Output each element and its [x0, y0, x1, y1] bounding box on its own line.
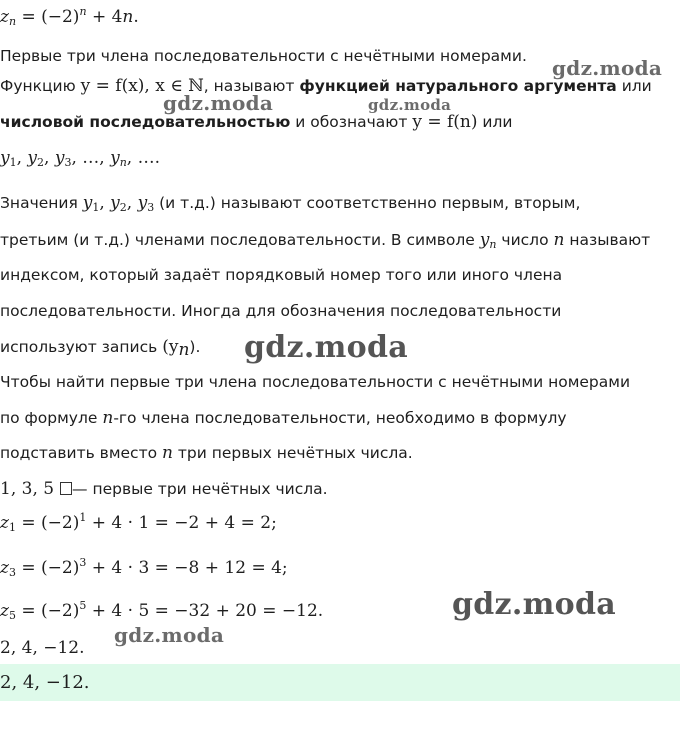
sep: , — [44, 148, 55, 168]
answer-box — [0, 664, 680, 701]
paragraph-record — [0, 336, 200, 358]
sep: , — [99, 193, 111, 213]
sub: 1 — [9, 156, 17, 169]
math-inline: y = f(n) — [412, 112, 478, 132]
text: — первые три нечётных числа. — [72, 480, 328, 498]
text: используют запись — [0, 338, 163, 356]
text: число — [496, 231, 554, 249]
sub-n: n — [119, 156, 127, 169]
bold-term: функцией натурального аргумента — [299, 77, 617, 95]
text: и обозначают — [290, 113, 413, 131]
sub: 3 — [147, 201, 155, 214]
sub-n: n — [489, 238, 497, 251]
var-y: y — [0, 148, 10, 168]
watermark: gdz.moda — [368, 96, 452, 114]
sub: 3 — [8, 566, 16, 579]
math-inline: (y — [162, 337, 179, 357]
text: по формуле — [0, 409, 103, 427]
formula-line — [0, 6, 139, 28]
text: + 4 · 5 = −32 + 20 = −12. — [86, 601, 324, 621]
var-n: n — [102, 408, 114, 428]
text: подставить вместо — [0, 444, 163, 462]
formula-tail: + 4 — [86, 7, 123, 27]
sub-n: n — [178, 340, 190, 360]
paragraph-method-3 — [0, 442, 413, 464]
paragraph-notation: последовательности. Иногда для обозначения последовательности — [0, 302, 562, 320]
text: Функцию — [0, 77, 81, 95]
var-z: z — [0, 601, 9, 621]
var-z: z — [0, 558, 9, 578]
watermark: gdz.moda — [552, 56, 663, 80]
var-y: y — [54, 148, 65, 168]
var-z: z — [0, 513, 9, 533]
text: или — [616, 77, 652, 95]
sub: 2 — [119, 201, 127, 214]
sep: , — [16, 148, 28, 168]
odd-numbers-line — [0, 478, 328, 500]
math-inline: 1, 3, 5 — [0, 479, 55, 499]
var-y: y — [137, 193, 148, 213]
watermark: gdz.moda — [163, 91, 274, 115]
text: Значения — [0, 194, 83, 212]
paragraph-members — [0, 229, 650, 251]
result-line: 2, 4, −12. — [0, 638, 85, 658]
equation-z1 — [0, 512, 277, 534]
sub: 1 — [8, 521, 16, 534]
sup-n: n — [79, 5, 87, 18]
paragraph-index: индексом, который задаёт порядковый номер того или иного члена — [0, 266, 563, 284]
equation-z3 — [0, 557, 288, 579]
paragraph-heading: Первые три члена последовательности с нечётными номерами. — [0, 47, 527, 65]
sep: , — [126, 193, 138, 213]
math-inline: y = f(x), x ∈ ℕ — [80, 76, 204, 96]
power: 5 — [79, 599, 87, 612]
text: ). — [189, 338, 201, 356]
power: 3 — [79, 556, 87, 569]
text: называют — [564, 231, 651, 249]
missing-glyph-icon — [60, 482, 72, 495]
watermark: gdz.moda — [244, 330, 409, 365]
end: , …. — [126, 148, 160, 168]
sep: , — [99, 148, 111, 168]
equation-z5 — [0, 600, 323, 622]
text: (и т.д.) называют соответственно первым, вторым, — [154, 194, 581, 212]
sub: 1 — [92, 201, 100, 214]
paragraph-method-2 — [0, 407, 567, 429]
sep: , — [71, 148, 83, 168]
answer-text: 2, 4, −12. — [0, 672, 90, 693]
var-y: y — [110, 148, 120, 168]
text: + 4 · 1 = −2 + 4 = 2; — [86, 513, 277, 533]
sub: 5 — [8, 609, 16, 622]
formula-mid: = (−2) — [16, 7, 80, 27]
var-y: y — [27, 148, 38, 168]
text: = (−2) — [15, 513, 80, 533]
text: три первых нечётных числа. — [172, 444, 413, 462]
text: = (−2) — [15, 601, 80, 621]
formula-end: . — [133, 7, 139, 27]
var-z: z — [0, 7, 9, 27]
var-y: y — [479, 230, 490, 250]
sequence-notation — [0, 147, 160, 169]
text: -го члена последовательности, необходимо в формулу — [113, 409, 567, 427]
power: 1 — [79, 511, 87, 524]
var-n: n — [122, 7, 134, 27]
text: = (−2) — [15, 558, 80, 578]
watermark: gdz.moda — [452, 587, 617, 622]
paragraph-method-1: Чтобы найти первые три члена последовательности с нечётными номерами — [0, 373, 631, 391]
paragraph-values — [0, 192, 580, 214]
text: , называют — [203, 77, 300, 95]
text: или — [477, 113, 513, 131]
var-n: n — [162, 443, 173, 463]
dots: … — [82, 148, 100, 168]
var-y: y — [110, 193, 120, 213]
sub: 3 — [64, 156, 72, 169]
sub: 2 — [37, 156, 45, 169]
bold-term: числовой последовательностью — [0, 113, 291, 131]
var-n: n — [553, 230, 565, 250]
sub-n: n — [8, 15, 17, 28]
var-y: y — [82, 193, 93, 213]
watermark: gdz.moda — [114, 623, 225, 647]
text: + 4 · 3 = −8 + 12 = 4; — [86, 558, 288, 578]
text: третьим (и т.д.) членами последовательности. В символе — [0, 231, 480, 249]
